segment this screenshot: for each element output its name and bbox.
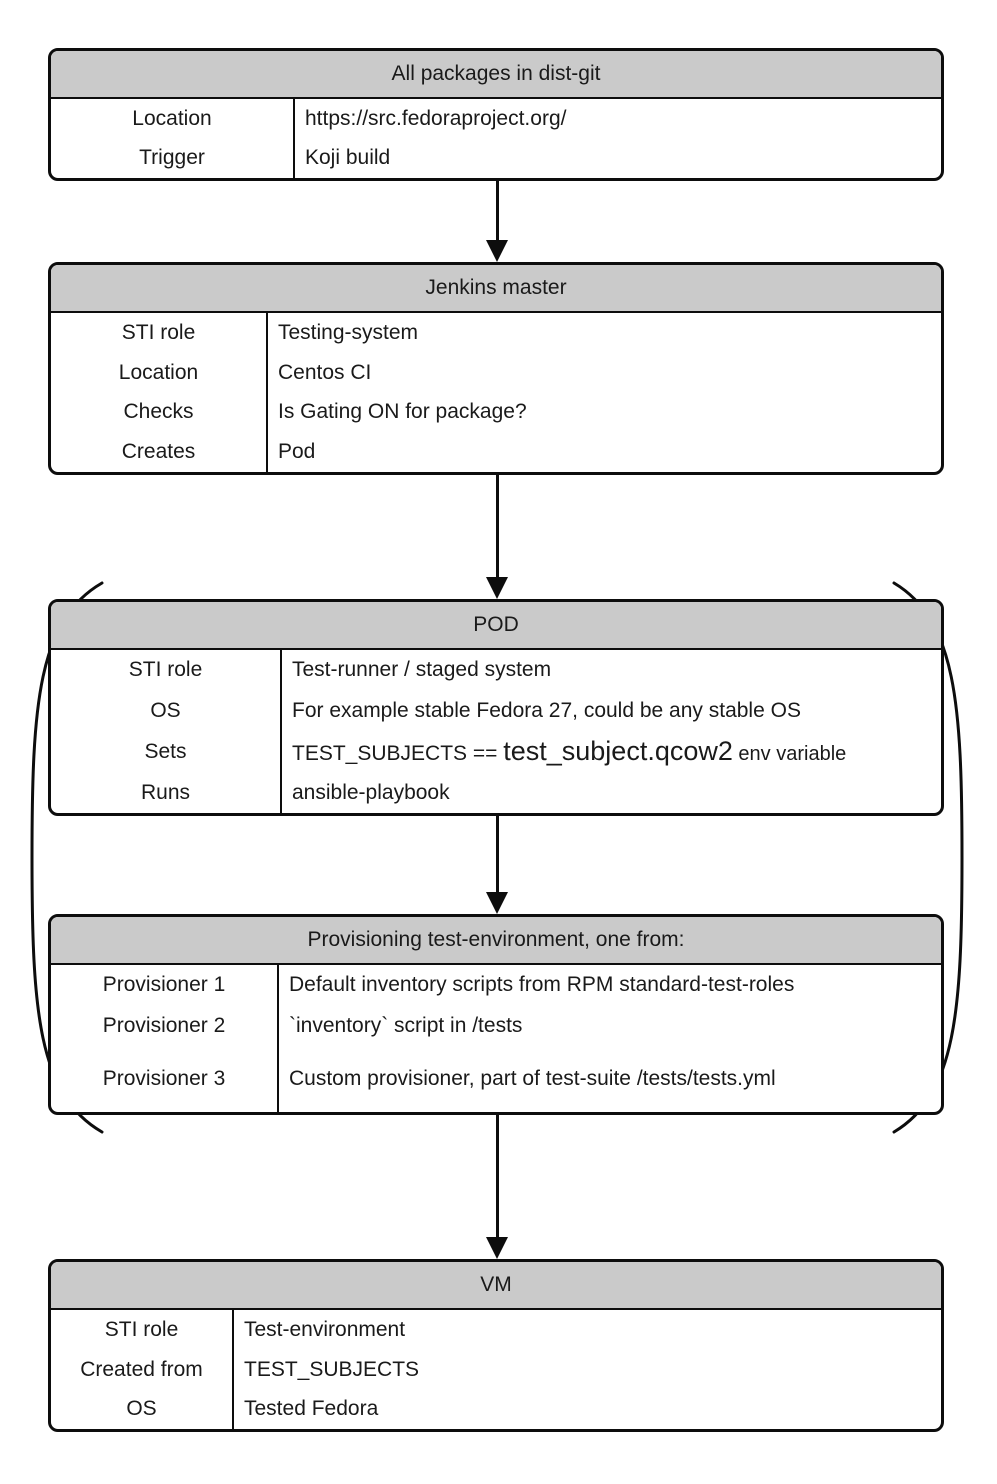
row-value: `inventory` script in /tests xyxy=(289,1013,523,1037)
table-row xyxy=(51,1046,941,1112)
env-assignment-text: TEST_SUBJECTS == xyxy=(292,742,504,766)
row-value: Custom provisioner, part of test-suite /tests/tests.yml xyxy=(289,1067,776,1090)
row-label: STI role xyxy=(128,658,203,682)
arrow-jenkins-to-pod xyxy=(486,475,508,599)
row-value: Is Gating ON for package? xyxy=(278,400,527,424)
arrow-stem xyxy=(496,1115,499,1241)
table-row xyxy=(51,650,941,691)
row-label: Trigger xyxy=(139,146,205,170)
row-value xyxy=(280,736,941,767)
arrow-distgit-to-jenkins xyxy=(486,181,508,262)
row-label: Location xyxy=(118,360,199,384)
arrow-stem xyxy=(496,816,499,896)
row-value: TEST_SUBJECTS xyxy=(244,1357,420,1381)
arrow-stem xyxy=(496,475,499,581)
row-value: https://src.fedoraproject.org/ xyxy=(305,106,567,130)
box-vm-title: VM xyxy=(51,1262,941,1310)
box-vm-table xyxy=(51,1310,941,1429)
row-label: Provisioner 3 xyxy=(102,1067,226,1090)
box-provisioning-table xyxy=(51,965,941,1112)
row-value: Testing-system xyxy=(278,320,419,344)
row-value: ansible-playbook xyxy=(292,780,450,804)
table-row xyxy=(51,772,941,813)
table-row xyxy=(51,1005,941,1046)
arrow-head-icon xyxy=(486,892,508,914)
box-provisioning xyxy=(48,914,944,1115)
arrow-pod-to-provisioning xyxy=(486,816,508,914)
box-jenkins-title: Jenkins master xyxy=(51,265,941,313)
row-label: OS xyxy=(150,699,181,723)
arrow-head-icon xyxy=(486,577,508,599)
table-row xyxy=(51,393,941,433)
table-row xyxy=(51,691,941,732)
table-row xyxy=(51,99,941,139)
table-row xyxy=(51,313,941,353)
row-value: Tested Fedora xyxy=(244,1397,379,1421)
box-dist-git-title: All packages in dist-git xyxy=(51,51,941,99)
row-value: Default inventory scripts from RPM standard-test-roles xyxy=(289,973,795,996)
arrow-provisioning-to-vm xyxy=(486,1115,508,1259)
box-dist-git-table xyxy=(51,99,941,178)
box-pod-title: POD xyxy=(51,602,941,650)
row-value: Test-runner / staged system xyxy=(292,658,552,682)
table-row xyxy=(51,432,941,472)
table-row xyxy=(51,1350,941,1390)
row-label: Provisioner 2 xyxy=(102,1013,226,1037)
row-label: Sets xyxy=(144,739,187,763)
table-row xyxy=(51,139,941,179)
box-jenkins-master xyxy=(48,262,944,475)
row-value: For example stable Fedora 27, could be any stable OS xyxy=(292,699,801,723)
row-label: OS xyxy=(126,1397,157,1421)
row-label: STI role xyxy=(104,1317,179,1341)
row-label: Runs xyxy=(140,780,191,804)
box-jenkins-table xyxy=(51,313,941,472)
row-label: Location xyxy=(132,106,212,130)
row-label: Created from xyxy=(80,1357,203,1381)
row-label: Creates xyxy=(121,440,196,464)
row-value: Test-environment xyxy=(244,1317,406,1341)
arrow-stem xyxy=(496,181,499,244)
table-row xyxy=(51,732,941,773)
box-pod xyxy=(48,599,944,816)
table-row xyxy=(51,1310,941,1350)
row-label: Checks xyxy=(123,400,194,424)
qcow2-filename-text: test_subject.qcow2 xyxy=(503,736,733,767)
row-label: STI role xyxy=(121,320,196,344)
row-value: Pod xyxy=(278,440,316,464)
env-variable-suffix-text: env variable xyxy=(732,743,847,766)
row-value: Centos CI xyxy=(278,360,372,384)
arrow-head-icon xyxy=(486,1237,508,1259)
row-label: Provisioner 1 xyxy=(102,973,226,996)
box-vm xyxy=(48,1259,944,1432)
box-pod-table xyxy=(51,650,941,813)
table-row xyxy=(51,965,941,1005)
box-dist-git xyxy=(48,48,944,181)
box-provisioning-title: Provisioning test-environment, one from: xyxy=(51,917,941,965)
table-row xyxy=(51,1389,941,1429)
row-value: Koji build xyxy=(305,146,391,170)
arrow-head-icon xyxy=(486,240,508,262)
table-row xyxy=(51,353,941,393)
